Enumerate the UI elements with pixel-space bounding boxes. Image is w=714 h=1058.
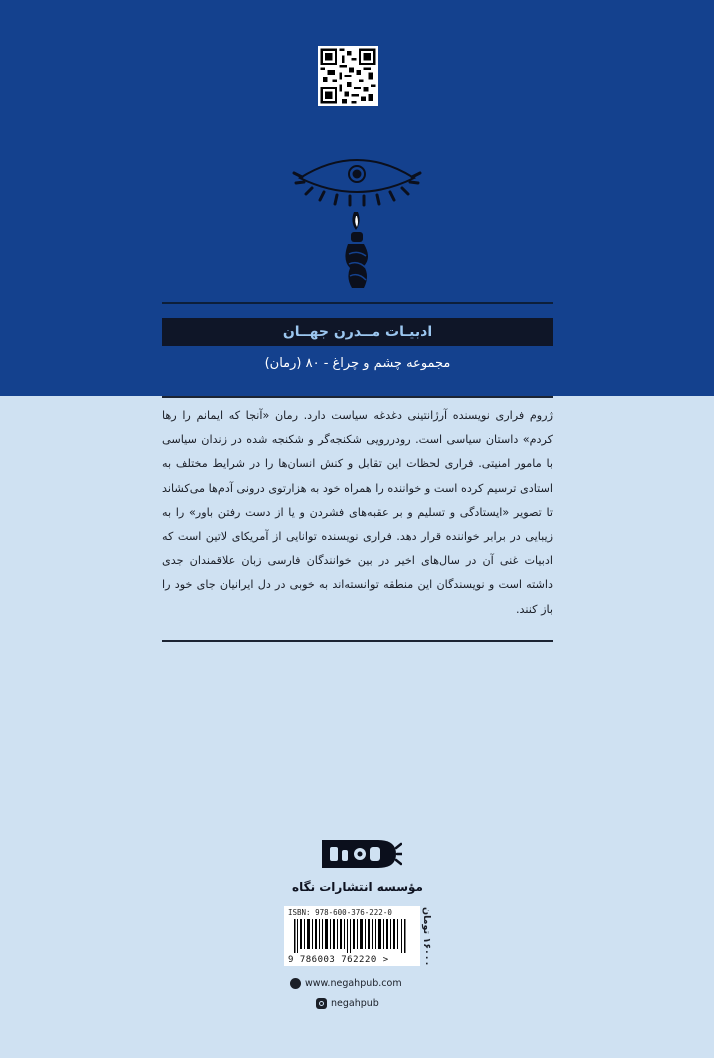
negah-logo-icon (312, 830, 402, 878)
social-row (316, 996, 379, 1010)
globe-icon (290, 978, 301, 989)
isbn-text: ISBN: 978-600-376-222-0 (288, 908, 392, 917)
series-title: ادبیـات مــدرن جهــان (162, 318, 553, 346)
barcode (284, 906, 420, 966)
publisher-name: مؤسسه انتشارات نگاه (292, 880, 423, 894)
social-handle[interactable]: negahpub (331, 997, 379, 1009)
collection-label: مجموعه چشم و چراغ - ۸۰ (رمان) (264, 356, 451, 371)
barcode-number: 9 786003 762220 > (288, 955, 389, 965)
qr-code-icon (318, 46, 378, 106)
back-cover-blurb: ژروم فراری نویسنده آرژانتینی دغدغه سیاست دارد. رمان «آنجا که ایمانم را رها کردم» داستان سیاسی است. رودررویی شکنجه‌گر و شکنجه شده در زندان سیاسی با مامور امنیتی. فراری لحظات این تقابل و کنش انسان‌ها را در شرایط مختلف به استادی ترسیم کرده است و خواننده را همراه خود به هزارتوی درونی آدم‌ها می‌کشاند تا تصویر «ایستادگی و تسلیم و بر عقبه‌های فشردن و یا از دست رفتن باور» را به زیبایی در برابر خواننده قرار دهد. فراری نویسنده توانایی از آمریکای لاتین است که ادبیات غنی آن در سال‌های اخیر در بین خوانندگان فارسی زبان علاقمندان جدی داشته است و نویسندگان این منطقه توانسته‌اند به خوبی در دل ایرانیان جای خود را باز کنند. (162, 409, 553, 616)
website-link[interactable]: www.negahpub.com (305, 977, 402, 989)
website-row (290, 976, 402, 990)
blurb-divider-bottom (162, 640, 553, 642)
price-label: ۱۶۰۰۰ تومان (421, 906, 432, 966)
divider-top (162, 302, 553, 304)
instagram-icon (316, 998, 327, 1009)
eye-lamp-icon (292, 150, 422, 300)
barcode-bars (294, 919, 410, 953)
blurb-divider-top (162, 396, 553, 398)
